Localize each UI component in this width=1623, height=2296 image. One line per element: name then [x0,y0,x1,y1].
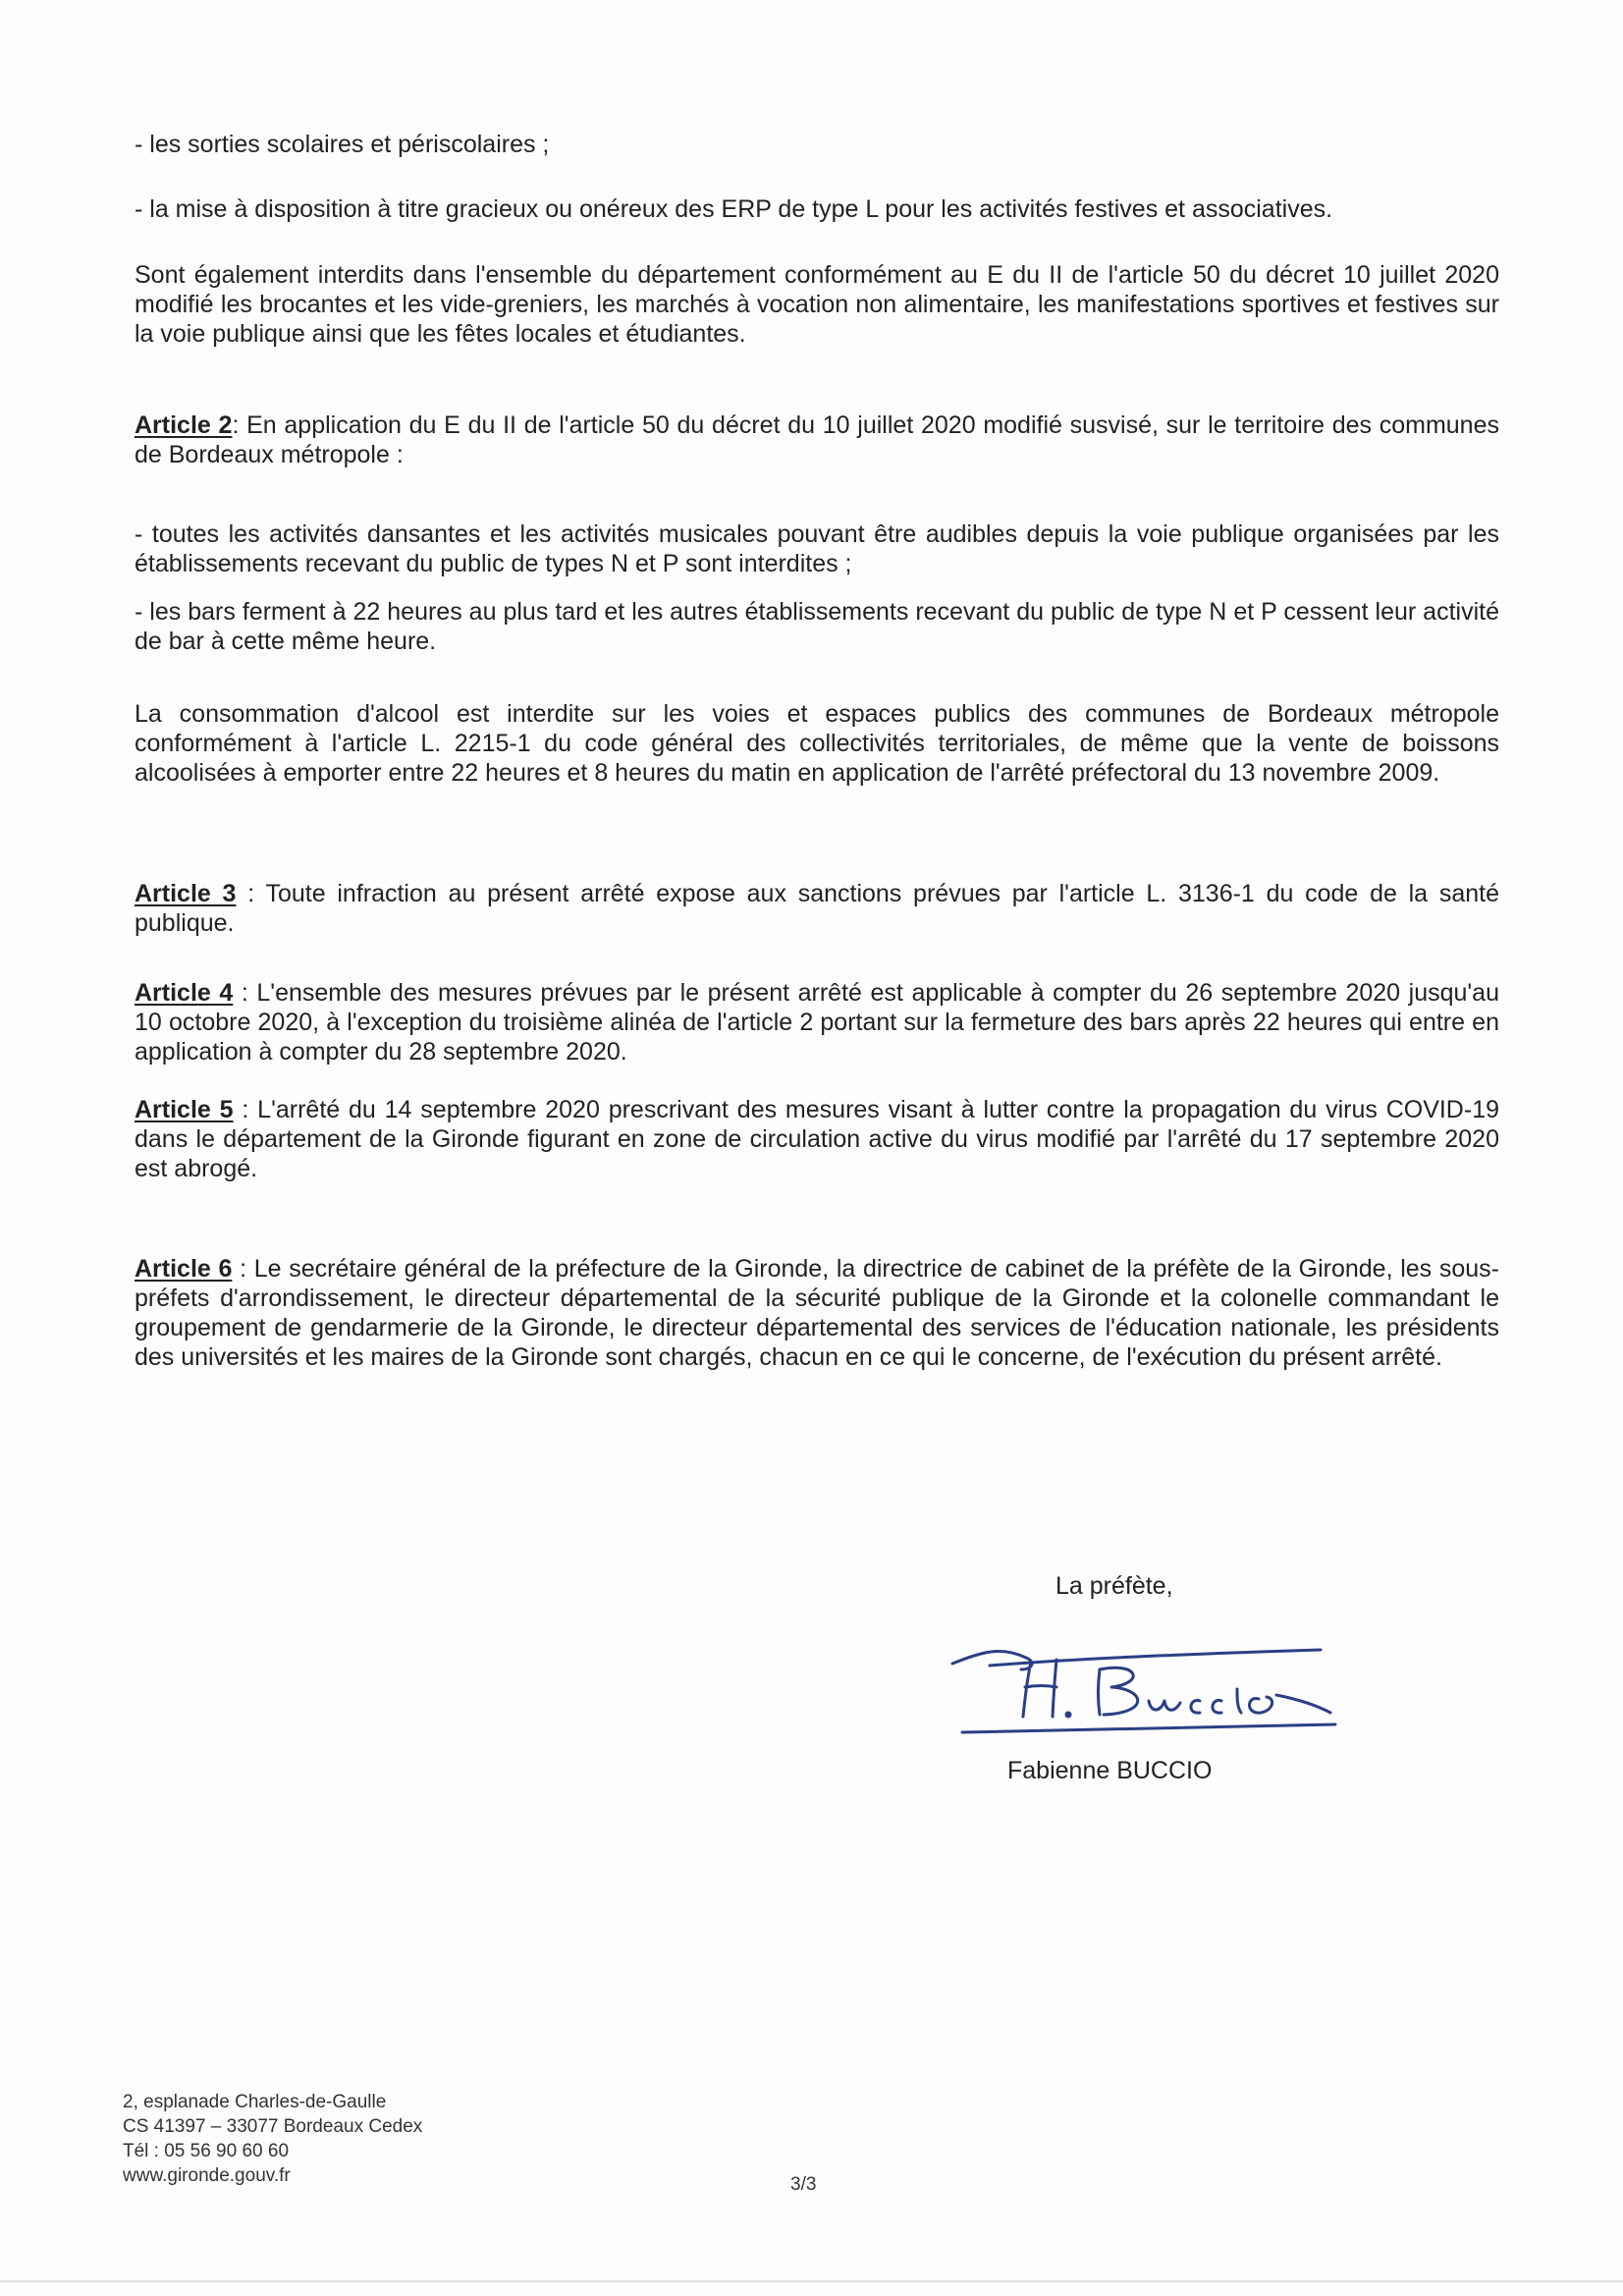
article-5-paragraph [135,1095,1499,1183]
article-4-paragraph [135,978,1499,1066]
article-6-paragraph [135,1254,1499,1372]
page-number: 3/3 [790,2174,817,2195]
footer-address-line-1: 2, esplanade Charles-de-Gaulle [123,2092,387,2112]
footer-address-block [123,2090,422,2188]
article-2-paragraph [135,410,1499,469]
signatory-name: Fabienne BUCCIO [1007,1757,1213,1784]
paragraph-sorties-scolaires: - les sorties scolaires et périscolaires ; [135,131,550,158]
paragraph-interdictions-departement: Sont également interdits dans l'ensemble du département conformément au E du II de l'article 50 du décret 10 juillet 2020 modifié les brocantes et les vide-greniers, les marchés à vocation non alimentaire, les manifestations sportives et festives sur la voie publique ainsi que les fêtes locales et étudiantes. [135,261,1499,348]
scan-bottom-edge [0,2280,1623,2282]
article-3-label: Article 3 [135,880,237,907]
article-4-text: : L'ensemble des mesures prévues par le présent arrêté est applicable à compter du 26 septembre 2020 jusqu'au 10 octobre 2020, à l'exception du troisième alinéa de l'article 2 portant sur la fermeture des bars après 22 heures qui entre en application à compter du 28 septembre 2020. [135,979,1499,1066]
article-6-text: : Le secrétaire général de la préfecture de la Gironde, la directrice de cabinet de la préfète de la Gironde, les sous-préfets d'arrondissement, le directeur départemental de la sécurité publique de la Gironde et la colonelle commandant le groupement de gendarmerie de la Gironde, le directeur départemental des services de l'éducation nationale, les présidents des universités et les maires de la Gironde sont chargés, chacun en ce qui le concerne, de l'exécution du présent arrêté. [135,1255,1499,1371]
handwritten-signature [943,1626,1355,1734]
paragraph-consommation-alcool: La consommation d'alcool est interdite sur les voies et espaces publics des communes de Bordeaux métropole conformément à l'article L. 2215-1 du code général des collectivités territoriales, de même que la vente de boissons alcoolisées à emporter entre 22 heures et 8 heures du matin en application de l'arrêté préfectoral du 13 novembre 2009. [135,700,1499,787]
article-5-text: : L'arrêté du 14 septembre 2020 prescrivant des mesures visant à lutter contre la propagation du virus COVID-19 dans le département de la Gironde figurant en zone de circulation active du virus modifié par l'arrêté du 17 septembre 2020 est abrogé. [135,1096,1499,1182]
paragraph-activites-dansantes: - toutes les activités dansantes et les activités musicales pouvant être audibles depuis la voie publique organisées par les établissements recevant du public de types N et P sont interdites ; [135,520,1499,577]
footer-phone: Tél : 05 56 90 60 60 [123,2141,290,2161]
article-2-label: Article 2 [135,411,233,439]
article-6-label: Article 6 [135,1255,233,1283]
article-4-label: Article 4 [135,979,234,1007]
article-5-label: Article 5 [135,1096,234,1123]
article-3-paragraph [135,879,1499,938]
article-2-text: : En application du E du II de l'article 50 du décret du 10 juillet 2020 modifié susvisé, sur le territoire des communes de Bordeaux métropole : [135,411,1499,468]
paragraph-mise-a-disposition: - la mise à disposition à titre gracieux ou onéreux des ERP de type L pour les activités festives et associatives. [135,195,1333,223]
paragraph-fermeture-bars: - les bars ferment à 22 heures au plus tard et les autres établissements recevant du public de type N et P cessent leur activité de bar à cette même heure. [135,598,1499,655]
footer-address-line-2: CS 41397 – 33077 Bordeaux Cedex [123,2116,423,2137]
article-3-text: : Toute infraction au présent arrêté expose aux sanctions prévues par l'article L. 3136-1 du code de la santé publique. [135,880,1499,937]
signatory-title: La préfète, [1055,1572,1173,1600]
signature-block [943,1571,1414,1807]
footer-website: www.gironde.gouv.fr [123,2165,291,2186]
